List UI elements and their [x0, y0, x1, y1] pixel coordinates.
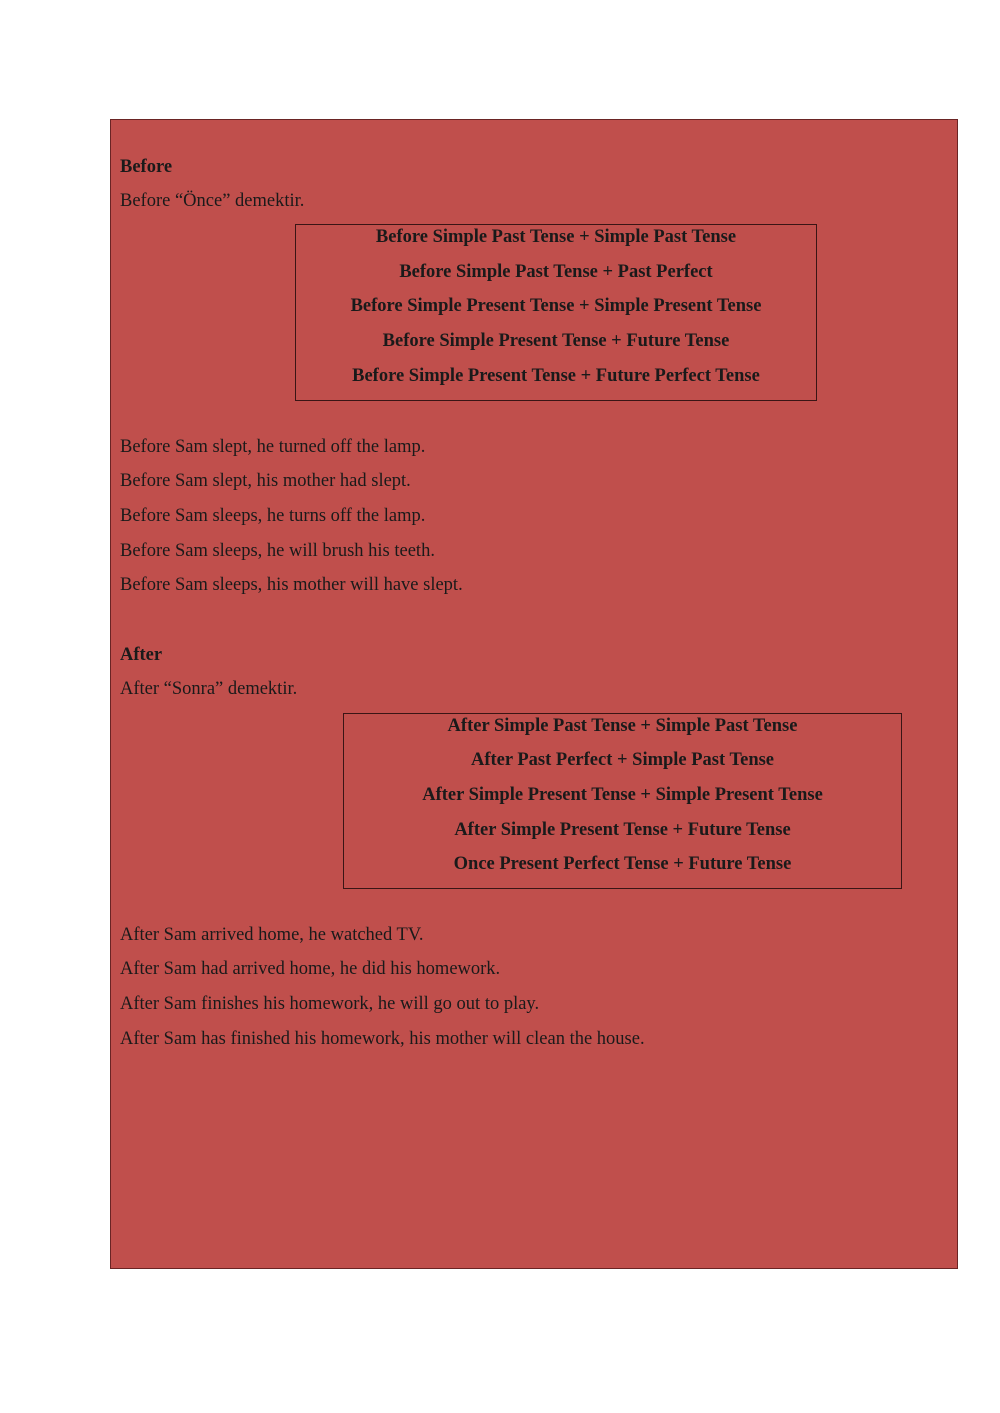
after-rule-5: Once Present Perfect Tense + Future Tense: [453, 854, 792, 874]
before-rule-5: Before Simple Present Tense + Future Perfect Tense: [352, 366, 760, 386]
before-rule-1: Before Simple Past Tense + Simple Past Tense: [375, 227, 737, 247]
after-rule-3: After Simple Present Tense + Simple Present Tense: [422, 785, 823, 805]
after-rule-4: After Simple Present Tense + Future Tense: [454, 820, 791, 840]
after-rule-2: After Past Perfect + Simple Past Tense: [470, 750, 775, 770]
after-rules-box: [343, 713, 902, 889]
before-example-4: Before Sam sleeps, he will brush his teeth.: [120, 541, 435, 561]
before-example-3: Before Sam sleeps, he turns off the lamp.: [120, 506, 426, 526]
before-heading: Before: [120, 157, 173, 177]
before-rules-box: [295, 224, 817, 401]
worksheet-page: [110, 119, 958, 1269]
before-example-5: Before Sam sleeps, his mother will have slept.: [120, 575, 463, 595]
after-rule-1: After Simple Past Tense + Simple Past Tense: [447, 716, 798, 736]
before-rule-3: Before Simple Present Tense + Simple Present Tense: [350, 296, 762, 316]
before-rule-2: Before Simple Past Tense + Past Perfect: [399, 262, 713, 282]
after-example-4: After Sam has finished his homework, his mother will clean the house.: [120, 1029, 645, 1049]
after-example-1: After Sam arrived home, he watched TV.: [120, 925, 424, 945]
after-example-3: After Sam finishes his homework, he will go out to play.: [120, 994, 540, 1014]
after-definition: After “Sonra” demektir.: [120, 679, 298, 699]
after-example-2: After Sam had arrived home, he did his homework.: [120, 959, 501, 979]
before-example-1: Before Sam slept, he turned off the lamp.: [120, 437, 426, 457]
before-example-2: Before Sam slept, his mother had slept.: [120, 471, 411, 491]
after-heading: After: [120, 645, 163, 665]
before-definition: Before “Önce” demektir.: [120, 191, 305, 211]
before-rule-4: Before Simple Present Tense + Future Tense: [382, 331, 730, 351]
